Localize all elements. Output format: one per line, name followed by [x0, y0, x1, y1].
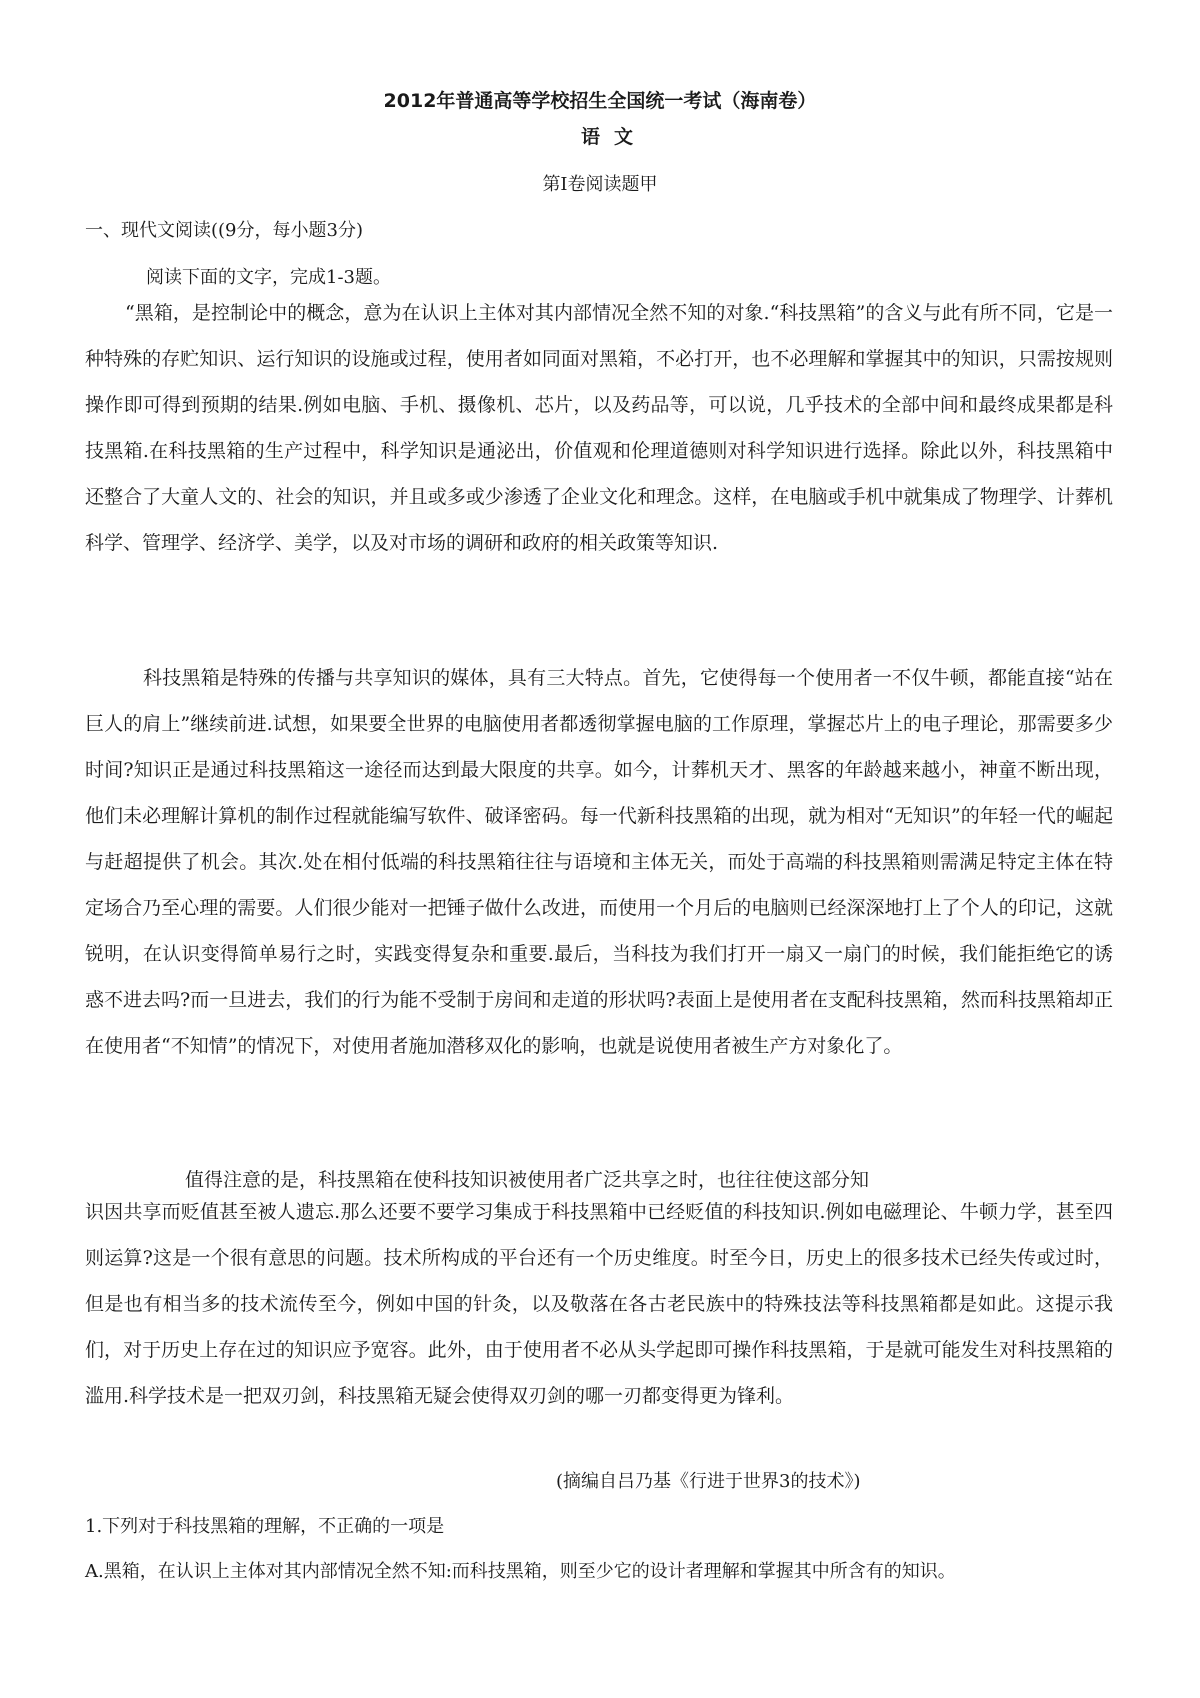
subject-title: 语文: [580, 126, 647, 148]
passage-paragraph-1: “黑箱，是控制论中的概念，意为在认识上主体对其内部情况全然不知的对象.“科技黑箱”的含义与此有所不同，它是一种特殊的存贮知识、运行知识的设施或过程，使用者如同面对黑箱，不必打开，也不必理解和掌握其中的知识，只需按规则操作即可得到预期的结果.例如电脑、手机、摄像机、芯片，以及药品等，可以说，几乎技术的全部中间和最终成果都是科技黑箱.在科技黑箱的生产过程中，科学知识是通泌出，价值观和伦理道德则对科学知识进行选择。除此以外，科技黑箱中还整合了大童人文的、社会的知识，并且或多或少渗透了企业文化和理念。这样，在电脑或手机中就集成了物理学、计葬机科学、管理学、经济学、美学，以及对市场的调研和政府的相关政策等知识.: [85, 302, 1113, 554]
exam-title: 2012年普通高等学校招生全国统一考试（海南卷）: [383, 90, 817, 112]
passage-paragraph-3-first-line: 值得注意的是，科技黑箱在使科技知识被使用者广泛共享之时，也往往使这部分知: [185, 1169, 870, 1191]
section-heading: 一、现代文阅读((9分，每小题3分): [85, 220, 363, 241]
passage-paragraph-2: 科技黑箱是特殊的传播与共享知识的媒体，具有三大特点。首先，它使得每一个使用者一不仅牛顿，都能直接“站在巨人的肩上”继续前进.试想，如果要全世界的电脑使用者都透彻掌握电脑的工作原理，掌握芯片上的电子理论，那需要多少时间?知识正是通过科技黑箱这一途径而达到最大限度的共享。如今，计葬机天才、黑客的年龄越来越小，神童不断出现，他们未必理解计算机的制作过程就能编写软件、破译密码。每一代新科技黑箱的出现，就为相对“无知识”的年轻一代的崛起与赶超提供了机会。其次.处在相付低端的科技黑箱往往与语境和主体无关，而处于高端的科技黑箱则需满足特定主体在特定场合乃至心理的需要。人们很少能对一把锤子做什么改进，而使用一个月后的电脑则已经深深地打上了个人的印记，这就锐明，在认识变得简单易行之时，实践变得复杂和重要.最后，当科技为我们打开一扇又一扇门的时候，我们能拒绝它的诱惑不进去吗?而一旦进去，我们的行为能不受制于房间和走道的形状吗?表面上是使用者在支配科技黑箱，然而科技黑箱却正在使用者“不知情”的情况下，对使用者施加潜移双化的影响，也就是说使用者被生产方对象化了。: [85, 667, 1113, 1057]
question-1-option-a: A.黑箱，在认识上主体对其内部情况全然不知:而科技黑箱，则至少它的设计者理解和掌握其中所含有的知识。: [85, 1561, 956, 1582]
section-instruction: 阅读下面的文字，完成1-3题。: [146, 267, 391, 288]
passage-source: (摘编自吕乃基《行进于世界3的技术》): [556, 1471, 861, 1492]
passage-paragraph-3: 识因共享而贬值甚至被人遗忘.那么还要不要学习集成于科技黑箱中已经贬值的科技知识.例如电磁理论、牛顿力学，甚至四则运算?这是一个很有意思的问题。技术所构成的平台还有一个历史维度。时至今日，历史上的很多技术已经失传或过时，但是也有相当多的技术流传至今，例如中国的针灸，以及敬落在各古老民族中的特殊技法等科技黑箱都是如此。这提示我们，对于历史上存在过的知识应予宽容。此外，由于使用者不必从头学起即可操作科技黑箱，于是就可能发生对科技黑箱的滥用.科学技术是一把双刃剑，科技黑箱无疑会使得双刃剑的哪一刃都变得更为锋利。: [85, 1201, 1113, 1407]
volume-title: 第Ⅰ卷阅读题甲: [542, 174, 658, 195]
question-1-stem: 1.下列对于科技黑箱的理解，不正确的一项是: [85, 1516, 445, 1537]
